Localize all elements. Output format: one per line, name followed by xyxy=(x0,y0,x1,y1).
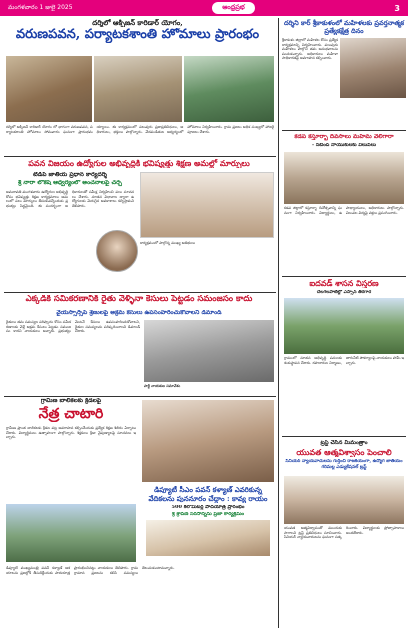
r4-headline: యువత ఆత్మవిశ్వాసం పెంచాలి xyxy=(296,448,392,457)
a2-photo-event xyxy=(140,172,274,238)
r2-photo xyxy=(284,152,404,204)
column-rule xyxy=(278,18,279,628)
r2-body: కడప జిల్లాలో కస్తూర్బా దినోత్సవాన్ని ఘనంగా నిర్వహించారు. విద్యార్థులు, ఉపాధ్యాయులు, అధికారులు పాల్గొన్నారు. విలువల విద్యపై వక్తలు ప్రసంగించారు. xyxy=(284,206,404,215)
a5-headline: డిప్యూటీ సీఎం పవన్ కళ్యాణ్ ఎవరికున్న వేదికలను పుననూరం చేద్దాం : కావ్య రాయం xyxy=(148,486,268,503)
a3-caption: పార్టీ నాయకుల సమావేశం xyxy=(144,384,181,388)
r2-subhead: - సిబింద్ నాయుకులకు విలువలు xyxy=(312,143,376,148)
a1-kicker: దర్శిలో ఆక్సిజన్ కారిడార్ యోగం, xyxy=(92,19,183,27)
a4-body: గ్రామీణ ప్రాంత బాలికలకు క్రీడల పట్ల అవగాహన కల్పించేందుకు ప్రత్యేక శిక్షణ శిబిరం ఏర్పాటు చేశారు. విద్యార్థినులు ఉత్సాహంగా పాల్గొన్నారు. శిక్షకులు క్రీడా నైపుణ్యాలపై సూచనలు ఇచ్చారు. xyxy=(6,426,136,440)
a5-subhead-2: శ్రీ శ్రావణ్ సరసాన్నను ప్రజా కార్యక్రమం xyxy=(171,512,245,517)
a2-headline: పవన విజయం ఉద్యోగుల అభివృద్ధికి భవిష్యత్తు శిక్షణ అమల్లో మార్పులు xyxy=(28,159,250,168)
divider xyxy=(4,396,276,397)
r1-photo xyxy=(340,38,406,98)
a5-subhead-1: 500 కిలోమీటర్ల పాదయాత్ర ప్రారంభం xyxy=(171,505,245,510)
r1-body: శ్రీకాకుళం జిల్లాలో మహిళల కోసం ప్రత్యేక కార్యక్రమాన్ని నిర్వహించారు. పలువురు మహిళలు పాల్గొని తమ అనుభవాలను పంచుకున్నారు. అధికారులు మహిళా సాధికారతపై అవగాహన కల్పించారు. xyxy=(282,38,338,61)
a1-photo-3 xyxy=(184,56,274,122)
a3-body: రైతులు తమ సమస్యల పరిష్కారం కోసం సమీకరణాలకు వెళ్తే అక్రమ కేసులు పెట్టడం సమంజసం కాదని నాయకులు అన్నారు. ప్రభుత్వం వెంటనే కేసులు ఉపసంహరించుకోవాలని, రైతుల సమస్యలను పరిష్కరించాలని డిమాండ్ చేశారు. xyxy=(6,320,140,334)
a1-body: దర్శిలో ఆక్సిజన్ కారిడార్ యోగం లో భాగంగా వరుణపవన, పర్యాటకశాంతి హోమాలు సోమవారం ఘనంగా ప్రారంభమయ్యాయి. ఈ కార్యక్రమంలో పలువురు ప్రజాప్రతినిధులు, అధికారులు, భక్తులు పాల్గొన్నారు. వేదపండితుల ఆధ్వర్యంలో హోమాలు నిర్వహించారు. గ్రామ ప్రజలు అధిక సంఖ్యలో హాజరై పూజలు చేశారు. xyxy=(6,125,274,134)
divider xyxy=(282,436,406,437)
a5-photo-1 xyxy=(142,400,274,482)
a4-kicker: గ్రామీణ బాలికలకు క్రీడలపై xyxy=(40,398,102,404)
page-number: 3 xyxy=(394,3,400,13)
a3-headline: ఎక్కడికి సమీకరణానికి రైతు వెళ్ళినా కేసులు పెట్టడం సమంజసం కాదు xyxy=(25,295,253,304)
r4-kicker: ట్రస్ట్ చేసిన మీమంత్రాం xyxy=(320,440,368,446)
a2-subhead-1: టీడీపీ జాతీయ ప్రధాన కార్యదర్శి xyxy=(33,172,107,178)
r3-photo xyxy=(284,298,404,354)
a1-headline: వరుణపవన, పర్యాటకశాంతి హోమాలు ప్రారంభం xyxy=(15,28,260,42)
a5-body: డిప్యూటీ ముఖ్యమంత్రి పవన్ కళ్యాణ్ ఆశయాలను ప్రజల్లోకి తీసుకెళ్లేందుకు పాదయాత్ర ప్రారంభించినట్లు నాయకులు తెలిపారు. గ్రామ గ్రామాన ప్రజలను కలిసి సమస్యలు తెలుసుకుంటామన్నారు. xyxy=(6,566,175,575)
a2-caption: కార్యక్రమంలో పాల్గొన్న ముఖ్య అతిథులు xyxy=(140,241,196,245)
r4-photo xyxy=(284,476,404,524)
a1-photo-1 xyxy=(6,56,92,122)
r2-headline: కడప కస్తూర్బా దివసాలు మహిమ వెలిగారా xyxy=(294,134,394,140)
a1-photo-2 xyxy=(94,56,182,122)
a4-headline: నేత్ర చాటారి xyxy=(38,406,104,422)
a2-body: అమరావతి మంగళవారం ఉద్యోగుల అభివృద్ధి కోసం భవిష్యత్తు శిక్షణ కార్యక్రమాలు అమలులో పలు మార్పులు తీసుకువచ్చేందుకు ప్రభుత్వం సిద్ధమైంది. ఈ సందర్భంగా అధికారులతో సమీక్ష నిర్వహించి పలు సూచనలు చేశారు. నూతన విధానాల ద్వారా ఉద్యోగులకు మెరుగైన అవకాశాలు కల్పిస్తామని తెలిపారు. xyxy=(6,190,134,208)
r3-headline: ఐదవడ్ శాసన విస్తరణ xyxy=(309,279,379,288)
a4-photo xyxy=(6,504,136,562)
a2-subhead-2: శ్రీ నారా లోకేష్ ఆధ్వర్యంలో అంచనాలపై చర్చ xyxy=(18,180,122,186)
a2-portrait xyxy=(96,230,138,272)
page-header-bar xyxy=(0,0,408,16)
a3-subhead: వైయస్సార్సీపి శ్రేణులపై అక్రమ కేసులు ఉపసంహరించుకోవాలని డిమాండ్ xyxy=(56,310,222,316)
r1-headline: దర్శిని కార్ శ్రీకాకుళంలో మహిళలకు ప్రవర్తనాత్మక ప్రత్యేకక్షేత్ర దినం xyxy=(283,19,405,35)
r4-body: యువత ఆత్మవిశ్వాసంతో ముందుకు సాగాలని ట్రస్ట్ ప్రతినిధులు సూచించారు. సీనియర్ న్యాయవాదులను ఘనంగా సత్కరించారు. విద్యార్థులకు ప్రోత్సాహకాలు అందజేశారు. xyxy=(284,526,404,540)
a5-photo-2 xyxy=(146,520,270,556)
page-date: మంగళవారం 1 జులై 2025 xyxy=(8,4,73,11)
r4-subhead: సీనియర్ న్యాయవాదులను గుర్తించి రాజకీయంగా, ఉద్యోగ జాతీయం గరిమల్ల ఎడ్యుకేషనల్ ట్రస్ట్ xyxy=(285,459,403,470)
paper-name: ఆంధ్రప్రభ xyxy=(212,2,255,14)
divider xyxy=(4,292,276,293)
divider xyxy=(4,156,276,157)
divider xyxy=(282,276,406,277)
r3-body: గ్రామంలో నూతన అభివృద్ధి పనులకు శంకుస్థాపన చేశారు. రహదారుల నిర్మాణం, తాగునీటి సౌకర్యాలపై నాయకులు హామీ ఇచ్చారు. xyxy=(284,356,404,365)
r3-subhead: చేలగలపాటిల్లో ఎస్సాన్ తిరగార xyxy=(316,290,372,295)
divider xyxy=(282,130,406,131)
a3-photo xyxy=(144,320,274,382)
